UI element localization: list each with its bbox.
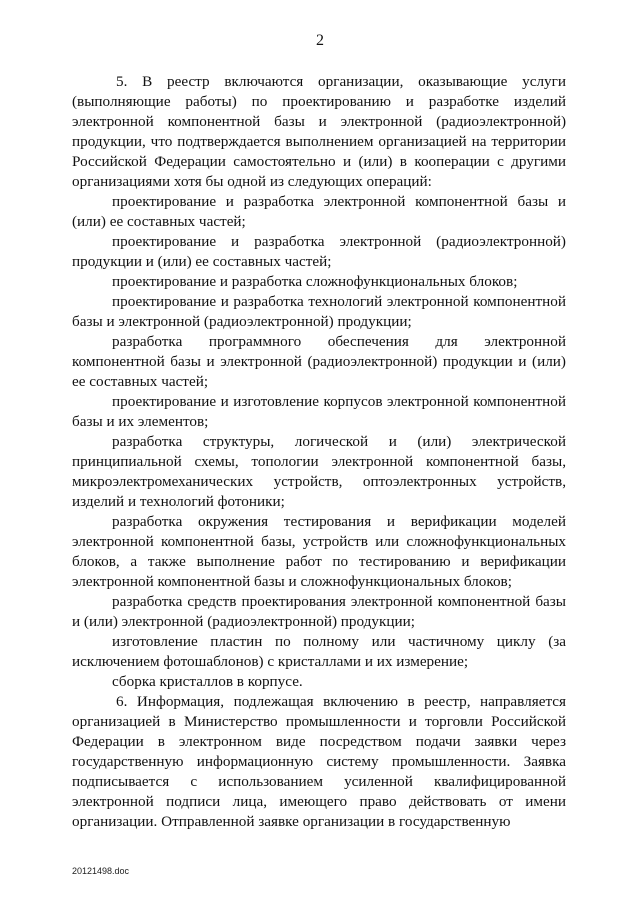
operation-item-8: разработка окружения тестирования и верификации моделей электронной компонентной базы, устройств или сложнофункциональных блоков, а также выполнение работ по тестированию и верификации электронной компонентной базы и сложнофункциональных блоков; (72, 513, 566, 590)
operation-item-1: проектирование и разработка электронной компонентной базы и (или) ее составных частей; (72, 193, 566, 230)
operation-item-7: разработка структуры, логической и (или) электрической принципиальной схемы, топологии электронной компонентной базы, микроэлектромеханических устройств, оптоэлектронных устройств, изделий и технологий фотоники; (72, 433, 566, 510)
page-number: 2 (316, 32, 324, 49)
operation-item-9: разработка средств проектирования электронной компонентной базы и (или) электронной (радиоэлектронной) продукции; (72, 593, 566, 630)
paragraph-6: 6. Информация, подлежащая включению в реестр, направляется организацией в Министерство промышленности и торговли Российской Федерации в электронном виде посредством подачи заявки через государственную информационную систему промышленности. Заявка подписывается с использованием усиленной квалифицированной электронной подписи лица, имеющего право действовать от имени организации. Отправленной заявке организации в государственную (72, 693, 566, 830)
operation-item-11: сборка кристаллов в корпусе. (112, 673, 303, 690)
paragraph-5-intro: 5. В реестр включаются организации, оказывающие услуги (выполняющие работы) по проектированию и разработке изделий электронной компонентной базы и электронной (радиоэлектронной) продукции, что подтверждается выполнением организацией на территории Российской Федерации самостоятельно и (или) в кооперации с другими организациями хотя бы одной из следующих операций: (72, 73, 566, 190)
operation-item-10: изготовление пластин по полному или частичному циклу (за исключением фотошаблонов) с кристаллами и их измерение; (72, 633, 566, 670)
file-code: 20121498.doc (72, 866, 130, 876)
operation-item-2: проектирование и разработка электронной (радиоэлектронной) продукции и (или) ее составных частей; (72, 233, 566, 270)
document-body (72, 72, 566, 832)
operation-item-4: проектирование и разработка технологий электронной компонентной базы и электронной (радиоэлектронной) продукции; (72, 293, 566, 330)
operation-item-3: проектирование и разработка сложнофункциональных блоков; (112, 273, 518, 290)
operation-item-5: разработка программного обеспечения для электронной компонентной базы и электронной (радиоэлектронной) продукции и (или) ее составных частей; (72, 333, 566, 390)
operation-item-6: проектирование и изготовление корпусов электронной компонентной базы и их элементов; (72, 393, 566, 430)
